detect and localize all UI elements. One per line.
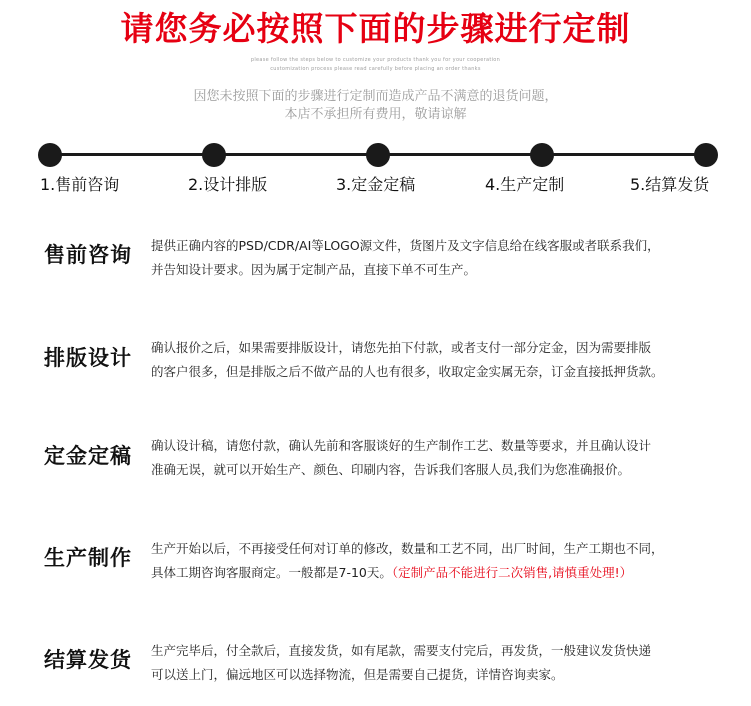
section-title: 生产制作: [44, 546, 132, 570]
step-label-1: 1.售前咨询: [40, 175, 120, 194]
section-line-2: 可以送上门，偏远地区可以选择物流，但是需要自己提货，详情咨询卖家。: [151, 667, 564, 682]
section-title: 定金定稿: [44, 444, 132, 468]
section-line-2: 的客户很多，但是排版之后不做产品的人也有很多，收取定金实属无奈，订金直接抵押货款。: [151, 364, 664, 379]
section-line-1: 确认报价之后，如果需要排版设计，请您先拍下付款，或者支付一部分定金，因为需要排版: [151, 340, 652, 355]
section-line-1: 提供正确内容的PSD/CDR/AI等LOGO源文件，货图片及文字信息给在线客服或者联系我们，: [151, 238, 660, 253]
english-subtitle-line-1: please follow the steps below to customize your products thank you for your cooperation: [250, 57, 501, 63]
section-line-2: 准确无误，就可以开始生产、颜色、印刷内容，告诉我们客服人员,我们为您准确报价。: [151, 462, 630, 477]
resale-warning: （定制产品不能进行二次销售,请慎重处理!）: [391, 565, 633, 580]
english-subtitle-line-2: customization process please read carefully before placing an order thanks: [270, 66, 481, 72]
section-title: 结算发货: [44, 648, 132, 672]
section-title: 售前咨询: [44, 243, 132, 267]
section-line-1: 确认设计稿，请您付款，确认先前和客服谈好的生产制作工艺、数量等要求，并且确认设计: [151, 438, 652, 453]
step-label-4: 4.生产定制: [485, 175, 565, 194]
section-line-2-text: 具体工期咨询客服商定。一般都是7-10天。: [151, 565, 392, 580]
timeline-dot-3: [366, 143, 390, 167]
notice-line-1: 因您未按照下面的步骤进行定制而造成产品不满意的退货问题，: [193, 89, 558, 104]
section-title: 排版设计: [44, 346, 132, 370]
section-body: [151, 234, 741, 282]
section-line-2: 并告知设计要求。因为属于定制产品，直接下单不可生产。: [151, 262, 477, 277]
page-title: 请您务必按照下面的步骤进行定制: [120, 9, 631, 48]
section-body: [151, 537, 741, 585]
step-label-3: 3.定金定稿: [336, 175, 416, 194]
timeline-dot-1: [38, 143, 62, 167]
step-label-5: 5.结算发货: [630, 175, 710, 194]
section-line-1: 生产开始以后，不再接受任何对订单的修改，数量和工艺不同，出厂时间，生产工期也不同，: [151, 541, 664, 556]
section-body: [151, 639, 741, 687]
notice-line-2: 本店不承担所有费用，敬请谅解: [284, 107, 467, 122]
timeline-dot-5: [694, 143, 718, 167]
step-label-2: 2.设计排版: [188, 175, 268, 194]
timeline-dot-4: [530, 143, 554, 167]
section-line-2: [151, 561, 741, 585]
timeline-dot-2: [202, 143, 226, 167]
section-body: [151, 336, 741, 384]
section-body: [151, 434, 741, 482]
section-line-1: 生产完毕后，付全款后，直接发货，如有尾款，需要支付完后，再发货，一般建议发货快递: [151, 643, 652, 658]
